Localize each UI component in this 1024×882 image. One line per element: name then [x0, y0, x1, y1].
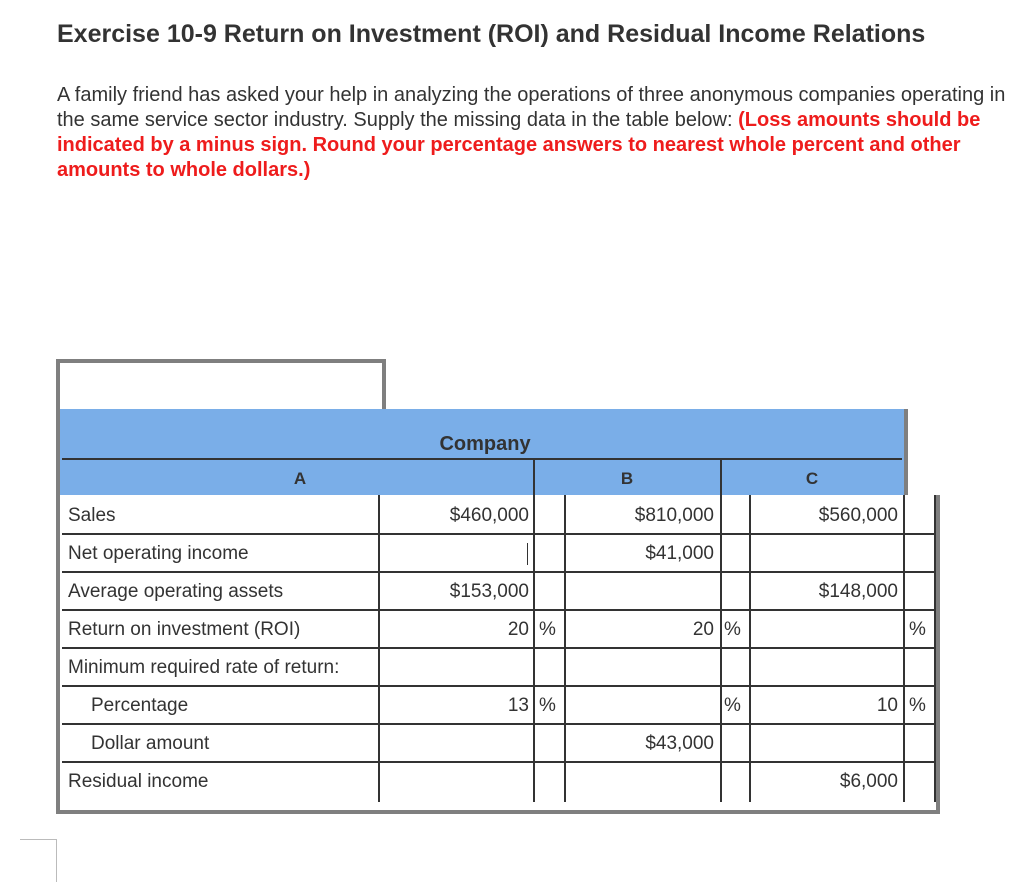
percent-unit: % [909, 695, 926, 716]
header-divider [62, 458, 902, 460]
cell-c-net-operating-income[interactable] [752, 535, 898, 571]
text-cursor [527, 543, 528, 565]
instructions-text: (Loss amounts should be indicated by a minus sign. Round your percentage answers to nearest whole percent and other amounts to whole dollars.) [57, 109, 981, 181]
row-label-dollar-amount: Dollar amount [91, 733, 210, 754]
cell-a-dollar-amount[interactable] [380, 725, 529, 761]
table-row [62, 649, 936, 687]
column-header-c: C [805, 469, 819, 488]
table-top-box [56, 359, 386, 413]
row-label-sales: Sales [68, 505, 116, 526]
cell-c-sales[interactable]: $560,000 [818, 505, 898, 526]
table-row [62, 687, 936, 725]
cell-b-sales[interactable]: $810,000 [634, 505, 714, 526]
header-sep [720, 459, 722, 495]
exercise-intro [57, 83, 1007, 183]
cell-c-dollar-amount[interactable] [752, 725, 898, 761]
cell-c-percentage[interactable]: 10 [876, 695, 898, 716]
exercise-title: Exercise 10-9 Return on Investment (ROI) and Residual Income Relations [57, 20, 926, 48]
cell-b-roi[interactable]: 20 [692, 619, 714, 640]
percent-unit: % [909, 619, 926, 640]
cell-c-roi[interactable] [752, 611, 898, 647]
company-header: Company [439, 433, 531, 455]
cell-c-residual-income[interactable]: $6,000 [839, 771, 898, 792]
percent-unit: % [539, 695, 556, 716]
percent-unit: % [724, 619, 741, 640]
row-label-residual-income: Residual income [68, 771, 209, 792]
percent-unit: % [539, 619, 556, 640]
table-row [62, 725, 936, 763]
row-label-net-operating-income: Net operating income [68, 543, 249, 564]
column-header-a: A [293, 469, 307, 488]
table-border-right [936, 495, 940, 814]
table-row [62, 611, 936, 649]
page-corner-mark [20, 839, 57, 882]
cell-a-average-operating-assets[interactable]: $153,000 [449, 581, 529, 602]
row-label-minimum-required-rate: Minimum required rate of return: [68, 657, 340, 678]
cell-b-percentage[interactable] [566, 687, 714, 723]
cell-a-roi[interactable]: 20 [507, 619, 529, 640]
table-row [62, 497, 936, 535]
cell-b-net-operating-income[interactable]: $41,000 [645, 543, 714, 564]
cell-b-dollar-amount[interactable]: $43,000 [645, 733, 714, 754]
cell-c-average-operating-assets[interactable]: $148,000 [818, 581, 898, 602]
intro-text: A family friend has asked your help in analyzing the operations of three anonymous companies operating in the same service sector industry. Supply the missing data in the table below: [57, 84, 1006, 131]
table-row [62, 535, 936, 573]
table-row [62, 573, 936, 611]
cell-a-sales[interactable]: $460,000 [449, 505, 529, 526]
cell-b-average-operating-assets[interactable] [566, 573, 714, 609]
table-border-bottom [56, 810, 940, 814]
cell-b-residual-income[interactable] [566, 763, 714, 799]
row-label-average-operating-assets: Average operating assets [68, 581, 284, 602]
cell-a-net-operating-income[interactable] [380, 535, 529, 571]
row-label-percentage: Percentage [91, 695, 189, 716]
row-label-roi: Return on investment (ROI) [68, 619, 301, 640]
table-row [62, 763, 936, 801]
column-header-b: B [620, 469, 634, 488]
table-border-left [56, 359, 60, 814]
cell-a-residual-income[interactable] [380, 763, 529, 799]
cell-a-percentage[interactable]: 13 [507, 695, 529, 716]
header-sep [533, 459, 535, 495]
percent-unit: % [724, 695, 741, 716]
